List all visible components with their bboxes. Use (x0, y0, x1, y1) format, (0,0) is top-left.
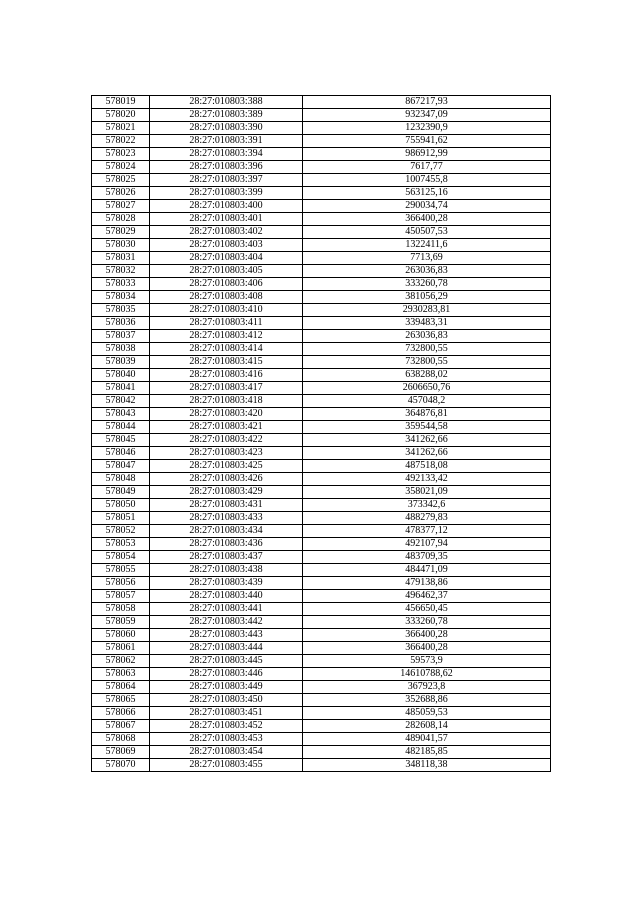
document-page (91, 95, 551, 772)
cadastral-number-cell: 28:27:010803:399 (150, 187, 303, 200)
cadastral-number-cell: 28:27:010803:422 (150, 434, 303, 447)
value-cell: 366400,28 (303, 213, 551, 226)
table-row (92, 707, 551, 720)
table-row (92, 382, 551, 395)
cadastral-number-cell: 28:27:010803:408 (150, 291, 303, 304)
row-number-cell: 578026 (92, 187, 150, 200)
table-row (92, 512, 551, 525)
cadastral-number-cell: 28:27:010803:452 (150, 720, 303, 733)
row-number-cell: 578054 (92, 551, 150, 564)
row-number-cell: 578022 (92, 135, 150, 148)
table-row (92, 629, 551, 642)
value-cell: 479138,86 (303, 577, 551, 590)
table-row (92, 473, 551, 486)
value-cell: 333260,78 (303, 278, 551, 291)
table-row (92, 681, 551, 694)
table-row (92, 330, 551, 343)
value-cell: 282608,14 (303, 720, 551, 733)
cadastral-number-cell: 28:27:010803:455 (150, 759, 303, 772)
cadastral-number-cell: 28:27:010803:403 (150, 239, 303, 252)
table-row (92, 343, 551, 356)
table-row (92, 135, 551, 148)
value-cell: 1007455,8 (303, 174, 551, 187)
cadastral-number-cell: 28:27:010803:444 (150, 642, 303, 655)
cadastral-number-cell: 28:27:010803:420 (150, 408, 303, 421)
row-number-cell: 578031 (92, 252, 150, 265)
row-number-cell: 578056 (92, 577, 150, 590)
table-row (92, 200, 551, 213)
row-number-cell: 578029 (92, 226, 150, 239)
value-cell: 366400,28 (303, 629, 551, 642)
cadastral-number-cell: 28:27:010803:454 (150, 746, 303, 759)
table-row (92, 434, 551, 447)
value-cell: 290034,74 (303, 200, 551, 213)
row-number-cell: 578034 (92, 291, 150, 304)
row-number-cell: 578041 (92, 382, 150, 395)
cadastral-number-cell: 28:27:010803:445 (150, 655, 303, 668)
value-cell: 14610788,62 (303, 668, 551, 681)
value-cell: 366400,28 (303, 642, 551, 655)
cadastral-number-cell: 28:27:010803:394 (150, 148, 303, 161)
cadastral-number-cell: 28:27:010803:396 (150, 161, 303, 174)
cadastral-number-cell: 28:27:010803:417 (150, 382, 303, 395)
cadastral-number-cell: 28:27:010803:410 (150, 304, 303, 317)
row-number-cell: 578057 (92, 590, 150, 603)
cadastral-number-cell: 28:27:010803:405 (150, 265, 303, 278)
cadastral-number-cell: 28:27:010803:416 (150, 369, 303, 382)
table-row (92, 226, 551, 239)
table-row (92, 161, 551, 174)
value-cell: 333260,78 (303, 616, 551, 629)
row-number-cell: 578053 (92, 538, 150, 551)
value-cell: 7713,69 (303, 252, 551, 265)
value-cell: 2930283,81 (303, 304, 551, 317)
row-number-cell: 578039 (92, 356, 150, 369)
value-cell: 456650,45 (303, 603, 551, 616)
table-row (92, 96, 551, 109)
cadastral-number-cell: 28:27:010803:441 (150, 603, 303, 616)
row-number-cell: 578069 (92, 746, 150, 759)
row-number-cell: 578047 (92, 460, 150, 473)
table-body (92, 96, 551, 772)
row-number-cell: 578046 (92, 447, 150, 460)
row-number-cell: 578028 (92, 213, 150, 226)
table-row (92, 187, 551, 200)
value-cell: 1322411,6 (303, 239, 551, 252)
cadastral-number-cell: 28:27:010803:389 (150, 109, 303, 122)
table-row (92, 590, 551, 603)
value-cell: 484471,09 (303, 564, 551, 577)
cadastral-number-cell: 28:27:010803:450 (150, 694, 303, 707)
cadastral-number-cell: 28:27:010803:451 (150, 707, 303, 720)
value-cell: 359544,58 (303, 421, 551, 434)
cadastral-number-cell: 28:27:010803:402 (150, 226, 303, 239)
cadastral-number-cell: 28:27:010803:411 (150, 317, 303, 330)
table-row (92, 291, 551, 304)
row-number-cell: 578036 (92, 317, 150, 330)
table-row (92, 265, 551, 278)
value-cell: 563125,16 (303, 187, 551, 200)
cadastral-number-cell: 28:27:010803:425 (150, 460, 303, 473)
value-cell: 492107,94 (303, 538, 551, 551)
row-number-cell: 578023 (92, 148, 150, 161)
row-number-cell: 578059 (92, 616, 150, 629)
table-row (92, 668, 551, 681)
cadastral-number-cell: 28:27:010803:436 (150, 538, 303, 551)
row-number-cell: 578035 (92, 304, 150, 317)
cadastral-number-cell: 28:27:010803:440 (150, 590, 303, 603)
row-number-cell: 578055 (92, 564, 150, 577)
cadastral-number-cell: 28:27:010803:453 (150, 733, 303, 746)
value-cell: 352688,86 (303, 694, 551, 707)
table-row (92, 395, 551, 408)
row-number-cell: 578049 (92, 486, 150, 499)
cadastral-number-cell: 28:27:010803:404 (150, 252, 303, 265)
cadastral-number-cell: 28:27:010803:433 (150, 512, 303, 525)
table-row (92, 733, 551, 746)
value-cell: 496462,37 (303, 590, 551, 603)
value-cell: 450507,53 (303, 226, 551, 239)
table-row (92, 551, 551, 564)
value-cell: 482185,85 (303, 746, 551, 759)
table-row (92, 486, 551, 499)
cadastral-number-cell: 28:27:010803:418 (150, 395, 303, 408)
cadastral-number-cell: 28:27:010803:429 (150, 486, 303, 499)
value-cell: 381056,29 (303, 291, 551, 304)
value-cell: 263036,83 (303, 265, 551, 278)
table-row (92, 694, 551, 707)
value-cell: 867217,93 (303, 96, 551, 109)
table-row (92, 577, 551, 590)
row-number-cell: 578040 (92, 369, 150, 382)
table-row (92, 369, 551, 382)
row-number-cell: 578068 (92, 733, 150, 746)
row-number-cell: 578067 (92, 720, 150, 733)
row-number-cell: 578060 (92, 629, 150, 642)
row-number-cell: 578020 (92, 109, 150, 122)
table-row (92, 499, 551, 512)
cadastral-number-cell: 28:27:010803:443 (150, 629, 303, 642)
cadastral-number-cell: 28:27:010803:391 (150, 135, 303, 148)
row-number-cell: 578050 (92, 499, 150, 512)
row-number-cell: 578025 (92, 174, 150, 187)
value-cell: 732800,55 (303, 343, 551, 356)
value-cell: 263036,83 (303, 330, 551, 343)
value-cell: 7617,77 (303, 161, 551, 174)
row-number-cell: 578033 (92, 278, 150, 291)
cadastral-number-cell: 28:27:010803:406 (150, 278, 303, 291)
row-number-cell: 578051 (92, 512, 150, 525)
value-cell: 2606650,76 (303, 382, 551, 395)
table-row (92, 525, 551, 538)
table-row (92, 408, 551, 421)
value-cell: 1232390,9 (303, 122, 551, 135)
value-cell: 373342,6 (303, 499, 551, 512)
cadastral-number-cell: 28:27:010803:390 (150, 122, 303, 135)
value-cell: 457048,2 (303, 395, 551, 408)
cadastral-number-cell: 28:27:010803:439 (150, 577, 303, 590)
table-row (92, 564, 551, 577)
table-row (92, 759, 551, 772)
row-number-cell: 578045 (92, 434, 150, 447)
table-row (92, 148, 551, 161)
value-cell: 478377,12 (303, 525, 551, 538)
table-row (92, 278, 551, 291)
cadastral-number-cell: 28:27:010803:414 (150, 343, 303, 356)
cadastral-number-cell: 28:27:010803:421 (150, 421, 303, 434)
value-cell: 986912,99 (303, 148, 551, 161)
table-row (92, 447, 551, 460)
cadastral-number-cell: 28:27:010803:388 (150, 96, 303, 109)
cadastral-number-cell: 28:27:010803:400 (150, 200, 303, 213)
row-number-cell: 578070 (92, 759, 150, 772)
value-cell: 932347,09 (303, 109, 551, 122)
table-row (92, 603, 551, 616)
cadastral-number-cell: 28:27:010803:423 (150, 447, 303, 460)
value-cell: 732800,55 (303, 356, 551, 369)
table-row (92, 239, 551, 252)
value-cell: 488279,83 (303, 512, 551, 525)
row-number-cell: 578048 (92, 473, 150, 486)
row-number-cell: 578027 (92, 200, 150, 213)
table-row (92, 252, 551, 265)
table-row (92, 122, 551, 135)
cadastral-value-table (91, 95, 551, 772)
table-row (92, 655, 551, 668)
cadastral-number-cell: 28:27:010803:449 (150, 681, 303, 694)
cadastral-number-cell: 28:27:010803:446 (150, 668, 303, 681)
value-cell: 638288,02 (303, 369, 551, 382)
row-number-cell: 578042 (92, 395, 150, 408)
table-row (92, 109, 551, 122)
row-number-cell: 578037 (92, 330, 150, 343)
value-cell: 483709,35 (303, 551, 551, 564)
row-number-cell: 578064 (92, 681, 150, 694)
value-cell: 341262,66 (303, 434, 551, 447)
row-number-cell: 578066 (92, 707, 150, 720)
table-row (92, 720, 551, 733)
value-cell: 364876,81 (303, 408, 551, 421)
cadastral-number-cell: 28:27:010803:426 (150, 473, 303, 486)
row-number-cell: 578032 (92, 265, 150, 278)
row-number-cell: 578038 (92, 343, 150, 356)
row-number-cell: 578021 (92, 122, 150, 135)
row-number-cell: 578065 (92, 694, 150, 707)
table-row (92, 317, 551, 330)
cadastral-number-cell: 28:27:010803:442 (150, 616, 303, 629)
value-cell: 489041,57 (303, 733, 551, 746)
value-cell: 487518,08 (303, 460, 551, 473)
cadastral-number-cell: 28:27:010803:412 (150, 330, 303, 343)
table-row (92, 460, 551, 473)
table-row (92, 642, 551, 655)
value-cell: 348118,38 (303, 759, 551, 772)
value-cell: 485059,53 (303, 707, 551, 720)
value-cell: 367923,8 (303, 681, 551, 694)
cadastral-number-cell: 28:27:010803:415 (150, 356, 303, 369)
row-number-cell: 578052 (92, 525, 150, 538)
table-row (92, 616, 551, 629)
value-cell: 59573,9 (303, 655, 551, 668)
row-number-cell: 578024 (92, 161, 150, 174)
row-number-cell: 578030 (92, 239, 150, 252)
cadastral-number-cell: 28:27:010803:434 (150, 525, 303, 538)
row-number-cell: 578062 (92, 655, 150, 668)
row-number-cell: 578044 (92, 421, 150, 434)
table-row (92, 356, 551, 369)
table-row (92, 421, 551, 434)
row-number-cell: 578058 (92, 603, 150, 616)
cadastral-number-cell: 28:27:010803:397 (150, 174, 303, 187)
row-number-cell: 578063 (92, 668, 150, 681)
table-row (92, 304, 551, 317)
cadastral-number-cell: 28:27:010803:438 (150, 564, 303, 577)
row-number-cell: 578061 (92, 642, 150, 655)
row-number-cell: 578043 (92, 408, 150, 421)
value-cell: 755941,62 (303, 135, 551, 148)
value-cell: 341262,66 (303, 447, 551, 460)
value-cell: 358021,09 (303, 486, 551, 499)
value-cell: 339483,31 (303, 317, 551, 330)
cadastral-number-cell: 28:27:010803:437 (150, 551, 303, 564)
row-number-cell: 578019 (92, 96, 150, 109)
value-cell: 492133,42 (303, 473, 551, 486)
table-row (92, 213, 551, 226)
table-row (92, 538, 551, 551)
table-row (92, 174, 551, 187)
table-row (92, 746, 551, 759)
cadastral-number-cell: 28:27:010803:401 (150, 213, 303, 226)
cadastral-number-cell: 28:27:010803:431 (150, 499, 303, 512)
